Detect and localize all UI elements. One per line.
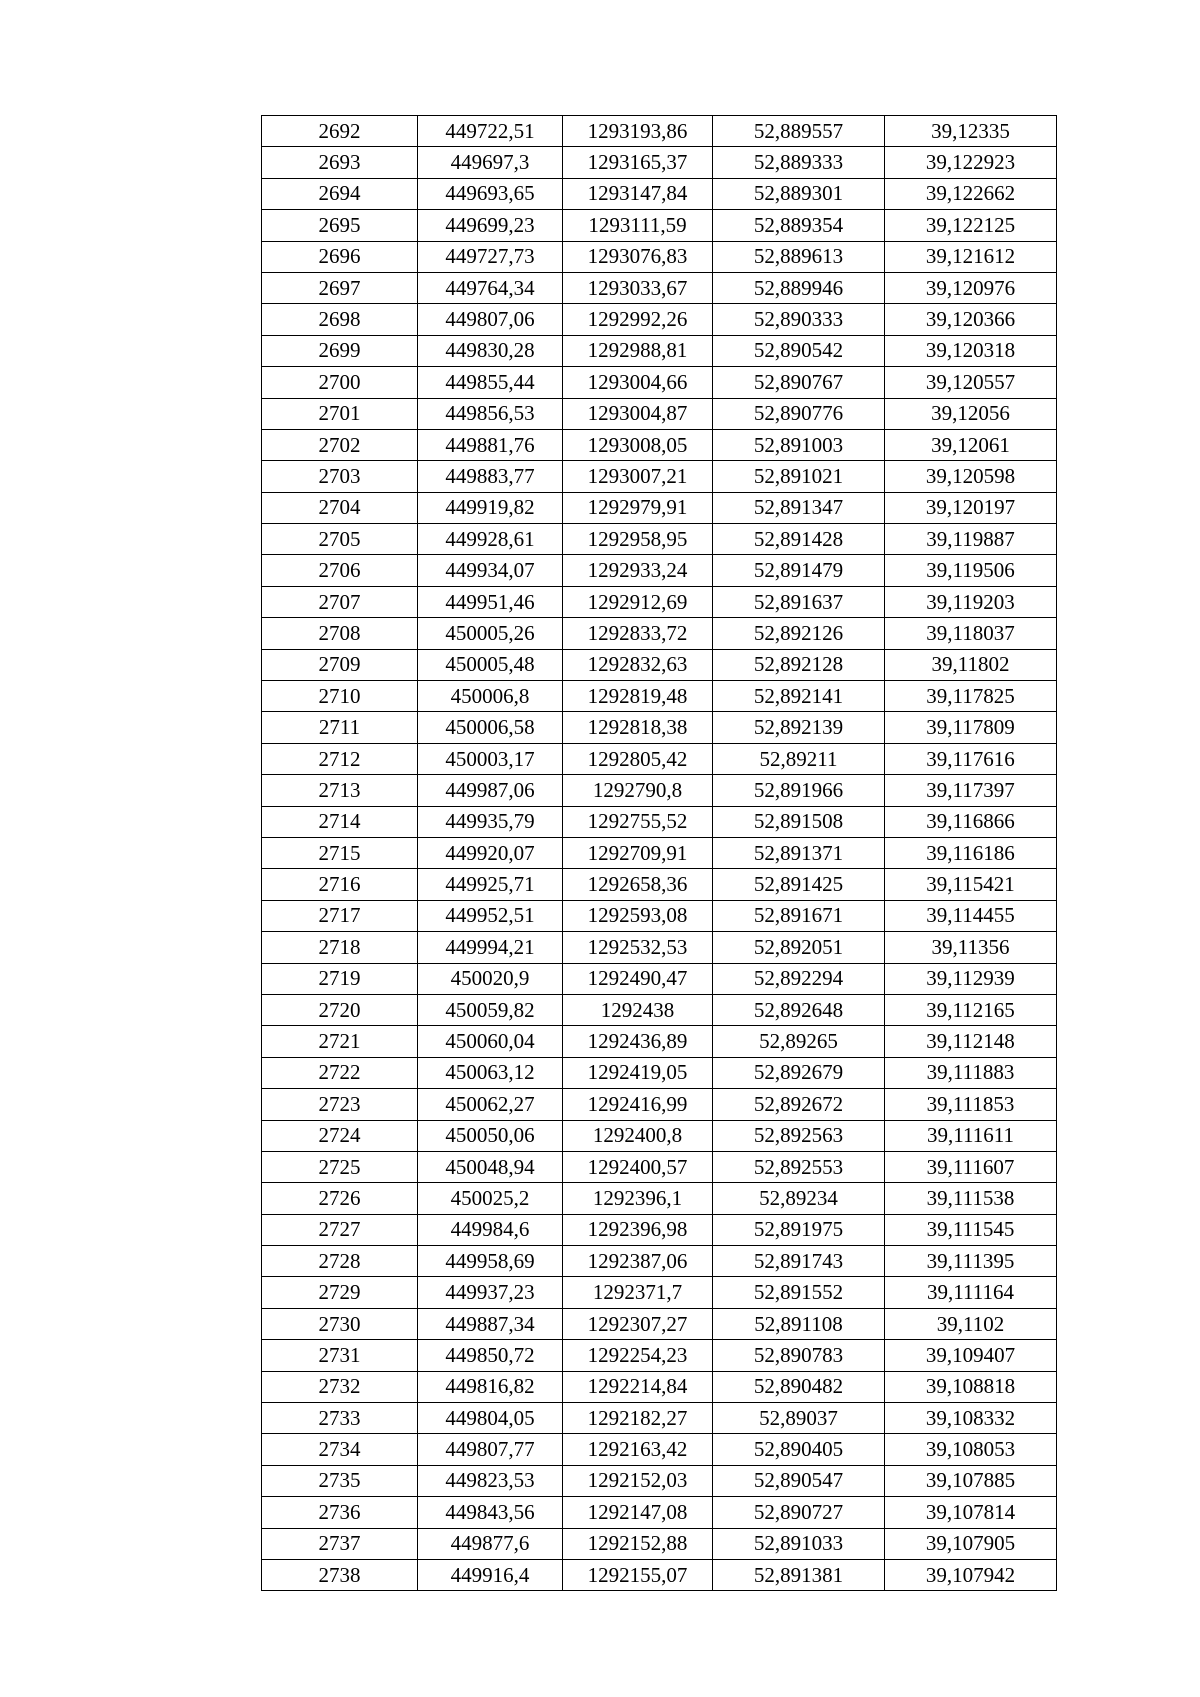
point-number-cell: 2716 [262, 869, 418, 900]
latitude-cell: 52,892672 [713, 1089, 885, 1120]
longitude-cell: 39,111164 [885, 1277, 1057, 1308]
longitude-cell: 39,111611 [885, 1120, 1057, 1151]
coord-y-cell: 1293111,59 [563, 210, 713, 241]
coord-y-cell: 1292438 [563, 994, 713, 1025]
latitude-cell: 52,889613 [713, 241, 885, 272]
coord-y-cell: 1292163,42 [563, 1434, 713, 1465]
table-row [262, 994, 1057, 1025]
point-number-cell: 2715 [262, 837, 418, 868]
longitude-cell: 39,11802 [885, 649, 1057, 680]
coord-x-cell: 449855,44 [418, 367, 563, 398]
longitude-cell: 39,107905 [885, 1528, 1057, 1559]
coord-y-cell: 1293008,05 [563, 429, 713, 460]
coord-y-cell: 1292912,69 [563, 586, 713, 617]
latitude-cell: 52,891508 [713, 806, 885, 837]
longitude-cell: 39,12061 [885, 429, 1057, 460]
latitude-cell: 52,892563 [713, 1120, 885, 1151]
coord-x-cell: 449952,51 [418, 900, 563, 931]
coord-y-cell: 1292490,47 [563, 963, 713, 994]
latitude-cell: 52,890405 [713, 1434, 885, 1465]
latitude-cell: 52,891021 [713, 461, 885, 492]
coord-x-cell: 449856,53 [418, 398, 563, 429]
coord-x-cell: 449807,06 [418, 304, 563, 335]
longitude-cell: 39,114455 [885, 900, 1057, 931]
longitude-cell: 39,119887 [885, 524, 1057, 555]
latitude-cell: 52,891033 [713, 1528, 885, 1559]
coord-x-cell: 449883,77 [418, 461, 563, 492]
coord-y-cell: 1292254,23 [563, 1340, 713, 1371]
point-number-cell: 2726 [262, 1183, 418, 1214]
longitude-cell: 39,121612 [885, 241, 1057, 272]
coord-y-cell: 1293165,37 [563, 147, 713, 178]
table-row [262, 116, 1057, 147]
latitude-cell: 52,891003 [713, 429, 885, 460]
point-number-cell: 2702 [262, 429, 418, 460]
point-number-cell: 2720 [262, 994, 418, 1025]
point-number-cell: 2731 [262, 1340, 418, 1371]
longitude-cell: 39,1102 [885, 1308, 1057, 1339]
point-number-cell: 2705 [262, 524, 418, 555]
table-row [262, 241, 1057, 272]
coord-x-cell: 449699,23 [418, 210, 563, 241]
latitude-cell: 52,891347 [713, 492, 885, 523]
coord-x-cell: 449881,76 [418, 429, 563, 460]
latitude-cell: 52,891637 [713, 586, 885, 617]
point-number-cell: 2737 [262, 1528, 418, 1559]
point-number-cell: 2699 [262, 335, 418, 366]
coord-y-cell: 1293193,86 [563, 116, 713, 147]
longitude-cell: 39,111883 [885, 1057, 1057, 1088]
coord-y-cell: 1292709,91 [563, 837, 713, 868]
coord-x-cell: 449764,34 [418, 272, 563, 303]
coord-x-cell: 449887,34 [418, 1308, 563, 1339]
point-number-cell: 2694 [262, 178, 418, 209]
coord-x-cell: 449727,73 [418, 241, 563, 272]
point-number-cell: 2696 [262, 241, 418, 272]
point-number-cell: 2735 [262, 1465, 418, 1496]
longitude-cell: 39,108332 [885, 1403, 1057, 1434]
latitude-cell: 52,891425 [713, 869, 885, 900]
coord-y-cell: 1292182,27 [563, 1403, 713, 1434]
table-row [262, 963, 1057, 994]
point-number-cell: 2708 [262, 618, 418, 649]
table-row [262, 1434, 1057, 1465]
coord-y-cell: 1292532,53 [563, 932, 713, 963]
point-number-cell: 2736 [262, 1497, 418, 1528]
point-number-cell: 2719 [262, 963, 418, 994]
coord-y-cell: 1293033,67 [563, 272, 713, 303]
point-number-cell: 2729 [262, 1277, 418, 1308]
table-row [262, 712, 1057, 743]
coord-x-cell: 449722,51 [418, 116, 563, 147]
longitude-cell: 39,111545 [885, 1214, 1057, 1245]
latitude-cell: 52,891428 [713, 524, 885, 555]
coord-x-cell: 450006,58 [418, 712, 563, 743]
table-row [262, 649, 1057, 680]
coord-y-cell: 1292805,42 [563, 743, 713, 774]
table-row [262, 1559, 1057, 1590]
table-row [262, 524, 1057, 555]
coord-x-cell: 450005,26 [418, 618, 563, 649]
longitude-cell: 39,116866 [885, 806, 1057, 837]
coord-y-cell: 1292992,26 [563, 304, 713, 335]
point-number-cell: 2700 [262, 367, 418, 398]
longitude-cell: 39,122923 [885, 147, 1057, 178]
coord-x-cell: 449937,23 [418, 1277, 563, 1308]
table-row [262, 210, 1057, 241]
longitude-cell: 39,108053 [885, 1434, 1057, 1465]
coord-x-cell: 450059,82 [418, 994, 563, 1025]
point-number-cell: 2711 [262, 712, 418, 743]
point-number-cell: 2710 [262, 681, 418, 712]
coord-y-cell: 1292147,08 [563, 1497, 713, 1528]
coord-x-cell: 449804,05 [418, 1403, 563, 1434]
longitude-cell: 39,122125 [885, 210, 1057, 241]
table-row [262, 1246, 1057, 1277]
longitude-cell: 39,120318 [885, 335, 1057, 366]
longitude-cell: 39,107885 [885, 1465, 1057, 1496]
coord-x-cell: 449823,53 [418, 1465, 563, 1496]
table-row [262, 429, 1057, 460]
coord-y-cell: 1292819,48 [563, 681, 713, 712]
coord-x-cell: 449693,65 [418, 178, 563, 209]
longitude-cell: 39,111607 [885, 1151, 1057, 1182]
coord-y-cell: 1292387,06 [563, 1246, 713, 1277]
point-number-cell: 2697 [262, 272, 418, 303]
coord-x-cell: 449951,46 [418, 586, 563, 617]
coord-y-cell: 1292593,08 [563, 900, 713, 931]
coord-y-cell: 1292152,03 [563, 1465, 713, 1496]
latitude-cell: 52,890783 [713, 1340, 885, 1371]
latitude-cell: 52,891966 [713, 775, 885, 806]
coord-x-cell: 450003,17 [418, 743, 563, 774]
coord-y-cell: 1292396,98 [563, 1214, 713, 1245]
longitude-cell: 39,120366 [885, 304, 1057, 335]
latitude-cell: 52,890727 [713, 1497, 885, 1528]
coord-x-cell: 449830,28 [418, 335, 563, 366]
coord-x-cell: 450062,27 [418, 1089, 563, 1120]
coord-y-cell: 1293007,21 [563, 461, 713, 492]
point-number-cell: 2728 [262, 1246, 418, 1277]
latitude-cell: 52,89037 [713, 1403, 885, 1434]
point-number-cell: 2734 [262, 1434, 418, 1465]
coordinates-table [261, 115, 1057, 1591]
coord-y-cell: 1292400,57 [563, 1151, 713, 1182]
point-number-cell: 2724 [262, 1120, 418, 1151]
latitude-cell: 52,892553 [713, 1151, 885, 1182]
coord-x-cell: 449843,56 [418, 1497, 563, 1528]
latitude-cell: 52,891381 [713, 1559, 885, 1590]
longitude-cell: 39,115421 [885, 869, 1057, 900]
latitude-cell: 52,889946 [713, 272, 885, 303]
table-row [262, 1403, 1057, 1434]
coord-x-cell: 450048,94 [418, 1151, 563, 1182]
longitude-cell: 39,111395 [885, 1246, 1057, 1277]
longitude-cell: 39,118037 [885, 618, 1057, 649]
coord-y-cell: 1292755,52 [563, 806, 713, 837]
point-number-cell: 2738 [262, 1559, 418, 1590]
coord-y-cell: 1292400,8 [563, 1120, 713, 1151]
latitude-cell: 52,892139 [713, 712, 885, 743]
coord-y-cell: 1293004,66 [563, 367, 713, 398]
table-row [262, 1340, 1057, 1371]
longitude-cell: 39,111853 [885, 1089, 1057, 1120]
coord-y-cell: 1292214,84 [563, 1371, 713, 1402]
latitude-cell: 52,891552 [713, 1277, 885, 1308]
coord-x-cell: 450050,06 [418, 1120, 563, 1151]
coord-y-cell: 1292832,63 [563, 649, 713, 680]
point-number-cell: 2692 [262, 116, 418, 147]
longitude-cell: 39,117825 [885, 681, 1057, 712]
table-row [262, 1308, 1057, 1339]
table-row [262, 586, 1057, 617]
coord-y-cell: 1292833,72 [563, 618, 713, 649]
point-number-cell: 2701 [262, 398, 418, 429]
table-row [262, 367, 1057, 398]
longitude-cell: 39,112165 [885, 994, 1057, 1025]
latitude-cell: 52,892051 [713, 932, 885, 963]
latitude-cell: 52,892294 [713, 963, 885, 994]
coord-x-cell: 449935,79 [418, 806, 563, 837]
table-row [262, 932, 1057, 963]
table-row [262, 461, 1057, 492]
longitude-cell: 39,12335 [885, 116, 1057, 147]
latitude-cell: 52,892128 [713, 649, 885, 680]
table-row [262, 1183, 1057, 1214]
point-number-cell: 2693 [262, 147, 418, 178]
point-number-cell: 2703 [262, 461, 418, 492]
point-number-cell: 2714 [262, 806, 418, 837]
longitude-cell: 39,122662 [885, 178, 1057, 209]
longitude-cell: 39,117616 [885, 743, 1057, 774]
point-number-cell: 2717 [262, 900, 418, 931]
table-row [262, 1528, 1057, 1559]
table-row [262, 681, 1057, 712]
longitude-cell: 39,107942 [885, 1559, 1057, 1590]
coord-y-cell: 1293147,84 [563, 178, 713, 209]
coord-x-cell: 449925,71 [418, 869, 563, 900]
table-row [262, 618, 1057, 649]
coord-x-cell: 449920,07 [418, 837, 563, 868]
table-row [262, 492, 1057, 523]
coord-x-cell: 449987,06 [418, 775, 563, 806]
latitude-cell: 52,89211 [713, 743, 885, 774]
latitude-cell: 52,889301 [713, 178, 885, 209]
table-row [262, 1497, 1057, 1528]
latitude-cell: 52,892648 [713, 994, 885, 1025]
table-row [262, 1151, 1057, 1182]
table-row [262, 1371, 1057, 1402]
latitude-cell: 52,889333 [713, 147, 885, 178]
point-number-cell: 2725 [262, 1151, 418, 1182]
latitude-cell: 52,89234 [713, 1183, 885, 1214]
table-row [262, 806, 1057, 837]
latitude-cell: 52,892126 [713, 618, 885, 649]
longitude-cell: 39,107814 [885, 1497, 1057, 1528]
point-number-cell: 2707 [262, 586, 418, 617]
coord-x-cell: 449994,21 [418, 932, 563, 963]
coord-y-cell: 1292152,88 [563, 1528, 713, 1559]
coord-y-cell: 1293004,87 [563, 398, 713, 429]
longitude-cell: 39,120976 [885, 272, 1057, 303]
coord-y-cell: 1292155,07 [563, 1559, 713, 1590]
coord-x-cell: 449816,82 [418, 1371, 563, 1402]
latitude-cell: 52,89265 [713, 1026, 885, 1057]
table-row [262, 775, 1057, 806]
latitude-cell: 52,890767 [713, 367, 885, 398]
table-row [262, 398, 1057, 429]
coord-x-cell: 450063,12 [418, 1057, 563, 1088]
coord-y-cell: 1292933,24 [563, 555, 713, 586]
table-row [262, 900, 1057, 931]
coord-x-cell: 450005,48 [418, 649, 563, 680]
coord-y-cell: 1292396,1 [563, 1183, 713, 1214]
point-number-cell: 2722 [262, 1057, 418, 1088]
coord-x-cell: 449958,69 [418, 1246, 563, 1277]
latitude-cell: 52,890776 [713, 398, 885, 429]
coord-x-cell: 450020,9 [418, 963, 563, 994]
coord-x-cell: 449807,77 [418, 1434, 563, 1465]
point-number-cell: 2704 [262, 492, 418, 523]
point-number-cell: 2713 [262, 775, 418, 806]
latitude-cell: 52,892141 [713, 681, 885, 712]
point-number-cell: 2698 [262, 304, 418, 335]
point-number-cell: 2727 [262, 1214, 418, 1245]
table-row [262, 1026, 1057, 1057]
point-number-cell: 2712 [262, 743, 418, 774]
point-number-cell: 2723 [262, 1089, 418, 1120]
coord-y-cell: 1292436,89 [563, 1026, 713, 1057]
latitude-cell: 52,891743 [713, 1246, 885, 1277]
coord-x-cell: 449697,3 [418, 147, 563, 178]
table-row [262, 555, 1057, 586]
longitude-cell: 39,111538 [885, 1183, 1057, 1214]
longitude-cell: 39,109407 [885, 1340, 1057, 1371]
latitude-cell: 52,889354 [713, 210, 885, 241]
coord-x-cell: 450006,8 [418, 681, 563, 712]
point-number-cell: 2733 [262, 1403, 418, 1434]
latitude-cell: 52,890542 [713, 335, 885, 366]
coord-y-cell: 1292988,81 [563, 335, 713, 366]
coord-x-cell: 449928,61 [418, 524, 563, 555]
table-row [262, 272, 1057, 303]
table-row [262, 1465, 1057, 1496]
coord-y-cell: 1292419,05 [563, 1057, 713, 1088]
coord-x-cell: 449984,6 [418, 1214, 563, 1245]
latitude-cell: 52,891975 [713, 1214, 885, 1245]
table-row [262, 1277, 1057, 1308]
longitude-cell: 39,116186 [885, 837, 1057, 868]
table-row [262, 304, 1057, 335]
latitude-cell: 52,891108 [713, 1308, 885, 1339]
table-row [262, 837, 1057, 868]
longitude-cell: 39,108818 [885, 1371, 1057, 1402]
coord-x-cell: 449919,82 [418, 492, 563, 523]
table-row [262, 1214, 1057, 1245]
table-row [262, 178, 1057, 209]
longitude-cell: 39,12056 [885, 398, 1057, 429]
coordinates-table-body [262, 116, 1057, 1591]
point-number-cell: 2732 [262, 1371, 418, 1402]
longitude-cell: 39,119506 [885, 555, 1057, 586]
coord-y-cell: 1292307,27 [563, 1308, 713, 1339]
longitude-cell: 39,117809 [885, 712, 1057, 743]
coord-y-cell: 1293076,83 [563, 241, 713, 272]
point-number-cell: 2718 [262, 932, 418, 963]
table-row [262, 147, 1057, 178]
point-number-cell: 2730 [262, 1308, 418, 1339]
coord-x-cell: 450060,04 [418, 1026, 563, 1057]
latitude-cell: 52,890482 [713, 1371, 885, 1402]
longitude-cell: 39,112939 [885, 963, 1057, 994]
longitude-cell: 39,120197 [885, 492, 1057, 523]
table-row [262, 1089, 1057, 1120]
coord-y-cell: 1292790,8 [563, 775, 713, 806]
longitude-cell: 39,112148 [885, 1026, 1057, 1057]
point-number-cell: 2721 [262, 1026, 418, 1057]
longitude-cell: 39,11356 [885, 932, 1057, 963]
table-row [262, 743, 1057, 774]
coord-x-cell: 449877,6 [418, 1528, 563, 1559]
table-row [262, 1120, 1057, 1151]
table-row [262, 869, 1057, 900]
point-number-cell: 2706 [262, 555, 418, 586]
latitude-cell: 52,891371 [713, 837, 885, 868]
longitude-cell: 39,117397 [885, 775, 1057, 806]
coord-y-cell: 1292818,38 [563, 712, 713, 743]
coord-y-cell: 1292958,95 [563, 524, 713, 555]
coord-y-cell: 1292979,91 [563, 492, 713, 523]
longitude-cell: 39,119203 [885, 586, 1057, 617]
latitude-cell: 52,891479 [713, 555, 885, 586]
point-number-cell: 2709 [262, 649, 418, 680]
table-row [262, 1057, 1057, 1088]
coord-y-cell: 1292416,99 [563, 1089, 713, 1120]
coord-x-cell: 449934,07 [418, 555, 563, 586]
longitude-cell: 39,120557 [885, 367, 1057, 398]
latitude-cell: 52,889557 [713, 116, 885, 147]
point-number-cell: 2695 [262, 210, 418, 241]
latitude-cell: 52,890547 [713, 1465, 885, 1496]
table-row [262, 335, 1057, 366]
coord-y-cell: 1292371,7 [563, 1277, 713, 1308]
coord-x-cell: 449916,4 [418, 1559, 563, 1590]
latitude-cell: 52,891671 [713, 900, 885, 931]
latitude-cell: 52,892679 [713, 1057, 885, 1088]
coord-y-cell: 1292658,36 [563, 869, 713, 900]
coord-x-cell: 449850,72 [418, 1340, 563, 1371]
latitude-cell: 52,890333 [713, 304, 885, 335]
coord-x-cell: 450025,2 [418, 1183, 563, 1214]
longitude-cell: 39,120598 [885, 461, 1057, 492]
